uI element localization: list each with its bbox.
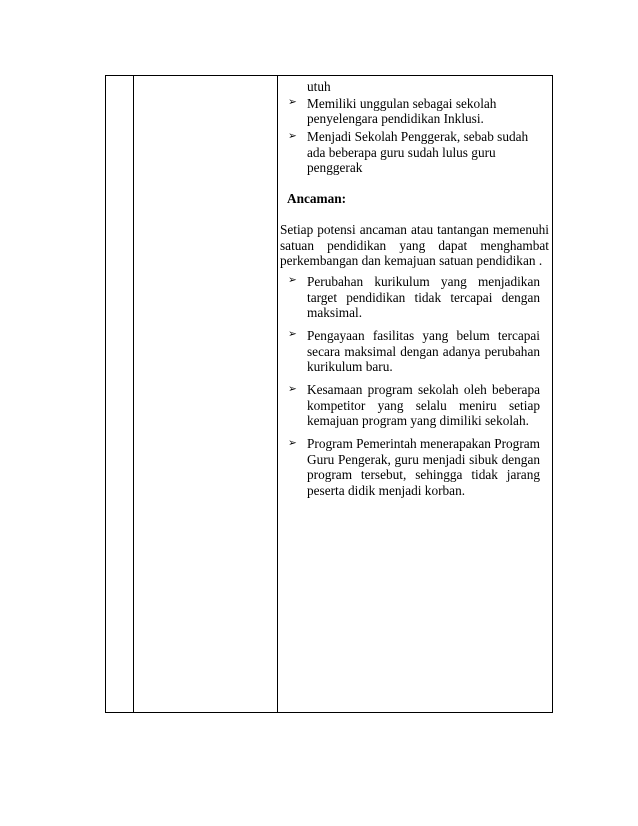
list-item-text: Kesamaan program sekolah oleh beberapa kompetitor yang selalu meniru setiap kemajuan program yang dimiliki sekolah.: [307, 382, 540, 429]
list-item: [280, 436, 549, 499]
list-item: [280, 382, 549, 429]
section-heading: Ancaman:: [287, 191, 347, 207]
list-item-text: Memiliki unggulan sebagai sekolah penyelengara pendidikan Inklusi.: [307, 95, 497, 127]
table-col-content: [278, 76, 552, 712]
arrow-bullet-icon: ➢: [288, 383, 297, 395]
list-item-text: Program Pemerintah menerapakan Program Guru Pengerak, guru menjadi sibuk dengan program tersebut, sehingga tidak jarang peserta didik menjadi korban.: [307, 436, 540, 499]
list-item: [280, 129, 549, 176]
content-table: [105, 75, 553, 713]
threat-list: [280, 274, 549, 499]
arrow-bullet-icon: ➢: [288, 275, 297, 287]
list-item: [280, 96, 549, 127]
continuation-text: utuh: [307, 79, 331, 94]
list-item-text: Menjadi Sekolah Penggerak, sebab sudah ada beberapa guru sudah lulus guru penggerak: [307, 129, 529, 176]
table-col-empty-narrow: [106, 76, 134, 712]
list-item: [280, 328, 549, 375]
arrow-bullet-icon: ➢: [288, 97, 297, 109]
table-col-empty-wide: [134, 76, 278, 712]
body-paragraph: Setiap potensi ancaman atau tantangan memenuhi satuan pendidikan yang dapat menghambat perkembangan dan kemajuan satuan pendidikan .: [280, 221, 549, 269]
list-item-text: Perubahan kurikulum yang menjadikan target pendidikan tidak tercapai dengan maksimal.: [307, 273, 540, 321]
list-item: [280, 274, 549, 321]
arrow-bullet-icon: ➢: [288, 130, 297, 142]
arrow-bullet-icon: ➢: [288, 329, 297, 341]
list-item-text: Pengayaan fasilitas yang belum tercapai secara maksimal dengan adanya perubahan kurikulum baru.: [307, 327, 540, 375]
arrow-bullet-icon: ➢: [288, 437, 297, 449]
